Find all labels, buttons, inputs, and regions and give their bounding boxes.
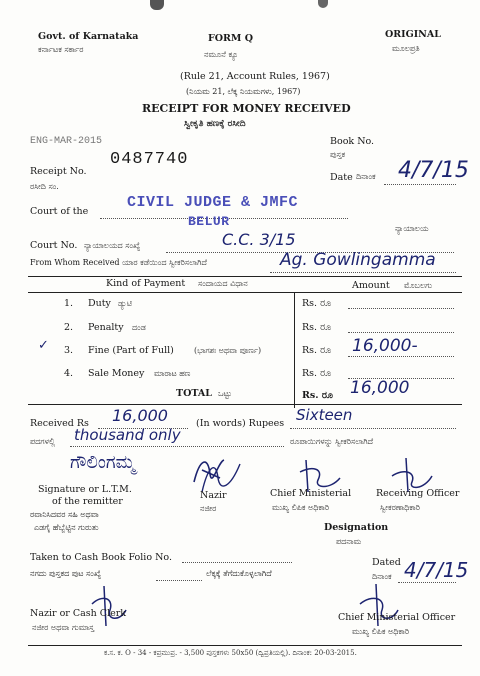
court-no-value: C.C. 3/15	[222, 230, 296, 249]
chief-officer-label: Chief Ministerial Officer	[338, 612, 456, 623]
fine-check-mark: ✓	[38, 338, 49, 353]
row-label-kn: ದಂಡ	[132, 323, 146, 332]
row-number: 2.	[64, 322, 74, 333]
row-label: Fine (Part of Full)	[88, 345, 174, 356]
receiving-officer-label-kn: ಸ್ವೀಕರಣಾಧಿಕಾರಿ	[380, 503, 420, 512]
cash-book-label-kn-2: ಲೆಕ್ಕಕ್ಕೆ ತೆಗೆದುಕೊಳ್ಳಲಾಗಿದೆ	[206, 569, 272, 578]
dated-dotted-line	[398, 582, 456, 583]
date-label-kn: ದಿನಾಂಕ	[356, 172, 376, 181]
amount-header-kn: ಮೊಬಲಗು	[404, 281, 433, 290]
received-amount: 16,000	[112, 406, 168, 425]
nazir-label-kn: ನಜೀರ	[200, 504, 217, 513]
dated-label: Dated	[372, 557, 401, 568]
row-number: 4.	[64, 368, 74, 379]
scan-artifact	[318, 0, 328, 8]
amount-in-words-1: Sixteen	[296, 406, 353, 424]
signature-stroke	[392, 458, 432, 492]
rule-text-kn: (ನಿಯಮ 21, ಲೆಕ್ಕ ನಿಯಮಗಳು, 1967)	[186, 87, 301, 96]
dated-value: 4/7/15	[404, 558, 469, 582]
words-dotted-line-1	[290, 428, 456, 429]
rule-text: (Rule 21, Account Rules, 1967)	[180, 71, 330, 82]
from-label-kn: ಯಾರ ಕಡೆಯಿಂದ ಸ್ವೀಕರಿಸಲಾಗಿದೆ	[122, 258, 207, 267]
receipt-title-kn: ಸ್ವೀಕೃತಿ ಹಣಕ್ಕೆ ರಸೀದಿ	[184, 119, 246, 129]
row-number: 1.	[64, 298, 74, 309]
signature-stroke	[202, 464, 240, 492]
from-dotted-line	[270, 272, 456, 273]
nazir-clerk-label-kn: ನಜೀರ ಅಥವಾ ಗುಮಾಸ್ತ	[32, 623, 95, 632]
table-bottom-rule	[28, 404, 462, 405]
total-amount: 16,000	[350, 378, 410, 398]
receipt-no-label-kn: ರಸೀದಿ ಸಂ.	[30, 182, 59, 191]
table-top-rule	[28, 276, 462, 277]
row-label-kn: ಡ್ಯುಟಿ	[118, 299, 132, 308]
total-label-kn: ಒಟ್ಟು	[218, 389, 232, 398]
designation-label: Designation	[324, 522, 389, 533]
remitter-sig-label-2: of the remitter	[52, 496, 123, 507]
row-dotted-line	[348, 308, 454, 309]
kind-header-kn: ಸಂದಾಯದ ವಿಧಾನ	[198, 279, 248, 288]
print-line: ಕ.ಸ. ಕ. O - 34 - ಕಪ್ರಮುಪ್ರ. - 3,500 ಪುಸ್ತಕಗಳು 50x50 (ದ್ವಿಪ್ರತಿಯಲ್ಲಿ). ದಿನಾಂಕ: 20-03-2015.	[104, 649, 357, 657]
row-label: Duty	[88, 298, 111, 309]
chief-ministerial-label: Chief Ministerial	[270, 488, 352, 499]
nazir-label: Nazir	[200, 490, 227, 501]
original-label-kn: ಮೂಲಪ್ರತಿ	[392, 44, 420, 53]
remitter-sig-label-1: Signature or L.T.M.	[38, 484, 132, 495]
receipt-no-label: Receipt No.	[30, 166, 87, 177]
designation-label-kn: ಪದನಾಮ	[336, 537, 362, 546]
words-dotted-line-2	[70, 446, 284, 447]
table-header-rule	[28, 292, 462, 293]
amount-header: Amount	[352, 280, 390, 291]
scan-artifact	[150, 0, 164, 10]
form-title-kn: ನಮೂನೆ ಕ್ಯೂ	[204, 50, 239, 59]
govt-title: Govt. of Karnataka	[38, 31, 139, 42]
remitter-sig-label-kn-2: ಎಡಗೈ ಹೆಬ್ಬೆಟ್ಟಿನ ಗುರುತು	[34, 523, 99, 532]
row-rs: Rs. ರೂ	[302, 298, 332, 309]
date-dotted-line	[384, 184, 456, 185]
receipt-number: 0487740	[110, 150, 189, 169]
govt-title-kn: ಕರ್ನಾಟಕ ಸರ್ಕಾರ	[38, 45, 84, 54]
receiving-officer-label: Receiving Officer	[376, 488, 460, 499]
row-label: Sale Money	[88, 368, 145, 379]
row-label-kn: (ಭಾಗಶಃ ಅಥವಾ ಪೂರ್ಣ)	[194, 346, 262, 355]
signature-stroke	[92, 586, 126, 626]
book-no-label-kn: ಪುಸ್ತಕ	[330, 150, 346, 159]
court-no-label: Court No.	[30, 240, 78, 251]
cash-book-dotted-line	[182, 562, 292, 563]
row-dotted-line	[348, 332, 454, 333]
row-rs: Rs. ರೂ	[302, 322, 332, 333]
in-words-label: (In words) Rupees	[196, 418, 285, 429]
court-place-stamp: BELUR	[188, 214, 230, 229]
serial-stamp: ENG-MAR-2015	[30, 136, 103, 147]
court-label-kn: ನ್ಯಾಯಾಲಯ	[395, 224, 429, 233]
row-dotted-line	[348, 356, 454, 357]
from-value: Ag. Gowlingamma	[280, 250, 436, 270]
receipt-title: RECEIPT FOR MONEY RECEIVED	[142, 102, 351, 115]
court-label: Court of the	[30, 206, 89, 217]
row-rs: Rs. ರೂ	[302, 345, 332, 356]
from-label: From Whom Received	[30, 258, 120, 267]
remitter-sig-label-kn-1: ರವಾನಿಸಿದವರ ಸಹಿ ಅಥವಾ	[30, 510, 99, 519]
row-label-kn: ಮಾರಾಟ ಹಣ	[154, 369, 191, 378]
row-label: Penalty	[88, 322, 124, 333]
court-no-label-kn: ನ್ಯಾಯಾಲಯದ ಸಂಖ್ಯೆ	[84, 241, 141, 250]
original-label: ORIGINAL	[385, 29, 441, 40]
kind-header: Kind of Payment	[106, 278, 186, 289]
form-title: FORM Q	[208, 33, 254, 44]
footer-rule	[28, 645, 462, 646]
cash-book-label-kn: ನಗದು ಪುಸ್ತಕದ ಪುಟ ಸಂಖ್ಯೆ	[30, 569, 102, 578]
court-name-stamp: CIVIL JUDGE & JMFC	[127, 194, 299, 211]
remitter-signature: ಗೌಲಿಂಗಮ್ಮ	[70, 452, 136, 473]
total-label: TOTAL	[176, 388, 212, 399]
date-label: Date	[330, 172, 353, 183]
chief-officer-label-kn: ಮುಖ್ಯ ಲಿಪಿಕ ಅಧಿಕಾರಿ	[352, 627, 410, 636]
cash-book-dotted-line-kn	[156, 580, 202, 581]
row-rs: Rs. ರೂ	[302, 368, 332, 379]
words-label-kn: ಪದಗಳಲ್ಲಿ	[30, 437, 56, 446]
amount-in-words-2: thousand only	[74, 426, 181, 444]
row-number: 3.	[64, 345, 74, 356]
row-amount: 16,000-	[352, 336, 418, 356]
chief-ministerial-label-kn: ಮುಖ್ಯ ಲಿಪಿಕ ಅಧಿಕಾರಿ	[272, 503, 330, 512]
dated-label-kn: ದಿನಾಂಕ	[372, 572, 392, 581]
book-no-label: Book No.	[330, 136, 375, 147]
received-label-kn: ರೂಪಾಯಿಗಳನ್ನು ಸ್ವೀಕರಿಸಲಾಗಿದೆ	[290, 437, 374, 446]
total-rs: Rs. ರೂ	[302, 390, 333, 401]
received-label: Received Rs	[30, 418, 89, 429]
date-value: 4/7/15	[398, 158, 469, 183]
table-column-divider	[294, 292, 295, 408]
cash-book-label: Taken to Cash Book Folio No.	[30, 552, 172, 563]
nazir-clerk-label: Nazir or Cash Clerk	[30, 608, 127, 619]
